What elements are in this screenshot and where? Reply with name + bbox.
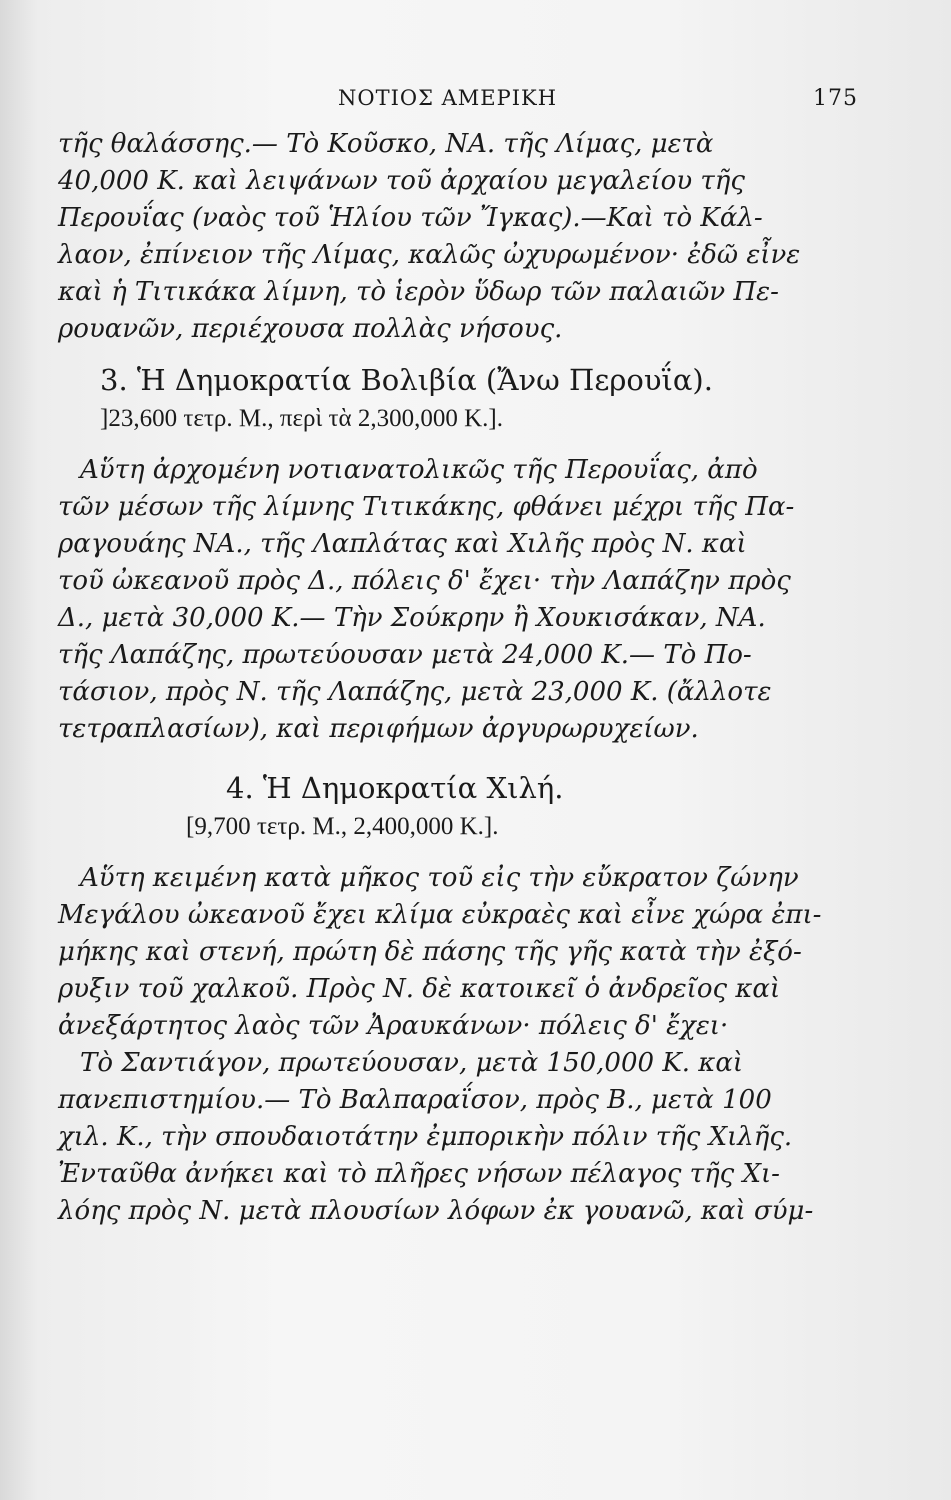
text-line: μήκης καὶ στενή, πρώτη δὲ πάσης τῆς γῆς κατὰ τὴν ἐξό- [58, 937, 802, 967]
text-line: ρουανῶν, περιέχουσα πολλὰς νήσους. [58, 314, 563, 344]
running-title: ΝΟΤΙΟΣ ΑΜΕΡΙΚΗ [338, 86, 558, 110]
text-line: τῆς θαλάσσης.— Τὸ Κοῦσκο, ΝΑ. τῆς Λίμας, μετὰ [58, 129, 714, 159]
text-line: χιλ. Κ., τὴν σπουδαιοτάτην ἐμπορικὴν πόλιν τῆς Χιλῆς. [58, 1122, 793, 1152]
intro-paragraph [58, 126, 818, 348]
text-line: λαον, ἐπίνειον τῆς Λίμας, καλῶς ὠχυρωμένον· ἐδῶ εἶνε [58, 240, 801, 270]
page-content [58, 86, 858, 1230]
text-line: ρυξιν τοῦ χαλκοῦ. Πρὸς Ν. δὲ κατοικεῖ ὁ ἀνδρεῖος καὶ [58, 974, 781, 1004]
text-line: Αὕτη ἀρχομένη νοτιανατολικῶς τῆς Περουΐας, ἀπὸ [80, 455, 758, 485]
text-line: καὶ ἡ Τιτικάκα λίμνη, τὸ ἱερὸν ὕδωρ τῶν παλαιῶν Πε- [58, 277, 779, 307]
text-line: Αὕτη κειμένη κατὰ μῆκος τοῦ εἰς τὴν εὔκρατον ζώνην [80, 863, 799, 893]
text-line: Μεγάλου ὠκεανοῦ ἔχει κλίμα εὐκραὲς καὶ εἶνε χώρα ἐπι- [58, 900, 822, 930]
text-line: Ἐνταῦθα ἀνήκει καὶ τὸ πλῆρες νήσων πέλαγος τῆς Χι- [58, 1159, 780, 1189]
text-line: Δ., μετὰ 30,000 Κ.— Τὴν Σούκρην ἢ Χουκισάκαν, ΝΑ. [58, 603, 766, 633]
text-line: τοῦ ὠκεανοῦ πρὸς Δ., πόλεις δ' ἔχει· τὴν Λαπάζην πρὸς [58, 566, 791, 596]
text-line: τετραπλασίων), καὶ περιφήμων ἀργυρωρυχείων. [58, 714, 699, 744]
text-line: 40,000 Κ. καὶ λειψάνων τοῦ ἀρχαίου μεγαλείου τῆς [58, 166, 745, 196]
bolivia-paragraph [58, 452, 818, 748]
page-number: 175 [813, 86, 858, 111]
running-header [58, 86, 858, 126]
text-line: τῆς Λαπάζης, πρωτεύουσαν μετὰ 24,000 Κ.— Τὸ Πο- [58, 640, 752, 670]
section-statistics-bolivia: ]23,600 τετρ. Μ., περὶ τὰ 2,300,000 Κ.]. [100, 405, 503, 432]
section-heading-chile: 4. Ἡ Δημοκρατία Χιλή. [226, 771, 564, 805]
section-heading-bolivia: 3. Ἡ Δημοκρατία Βολιβία (Ἄνω Περουΐα). [100, 363, 713, 397]
text-line: ἀνεξάρτητος λαὸς τῶν Ἀραυκάνων· πόλεις δ' ἔχει· [58, 1011, 729, 1041]
text-line: ραγουάης ΝΑ., τῆς Λαπλάτας καὶ Χιλῆς πρὸς Ν. καὶ [58, 529, 747, 559]
text-line: πανεπιστημίου.— Τὸ Βαλπαραΐσον, πρὸς Β., μετὰ 100 [58, 1085, 772, 1115]
section-statistics-chile: [9,700 τετρ. Μ., 2,400,000 Κ.]. [186, 813, 499, 840]
text-line: Περουΐας (ναὸς τοῦ Ἡλίου τῶν Ἴγκας).—Καὶ τὸ Κάλ- [58, 203, 763, 233]
text-line: τῶν μέσων τῆς λίμνης Τιτικάκης, φθάνει μέχρι τῆς Πα- [58, 492, 795, 522]
text-line: λόης πρὸς Ν. μετὰ πλουσίων λόφων ἐκ γουανῶ, καὶ σύμ- [58, 1196, 814, 1226]
text-line: Τὸ Σαντιάγον, πρωτεύουσαν, μετὰ 150,000 Κ. καὶ [80, 1048, 744, 1078]
text-line: τάσιον, πρὸς Ν. τῆς Λαπάζης, μετὰ 23,000 Κ. (ἄλλοτε [58, 677, 772, 707]
chile-paragraph [58, 860, 822, 1230]
